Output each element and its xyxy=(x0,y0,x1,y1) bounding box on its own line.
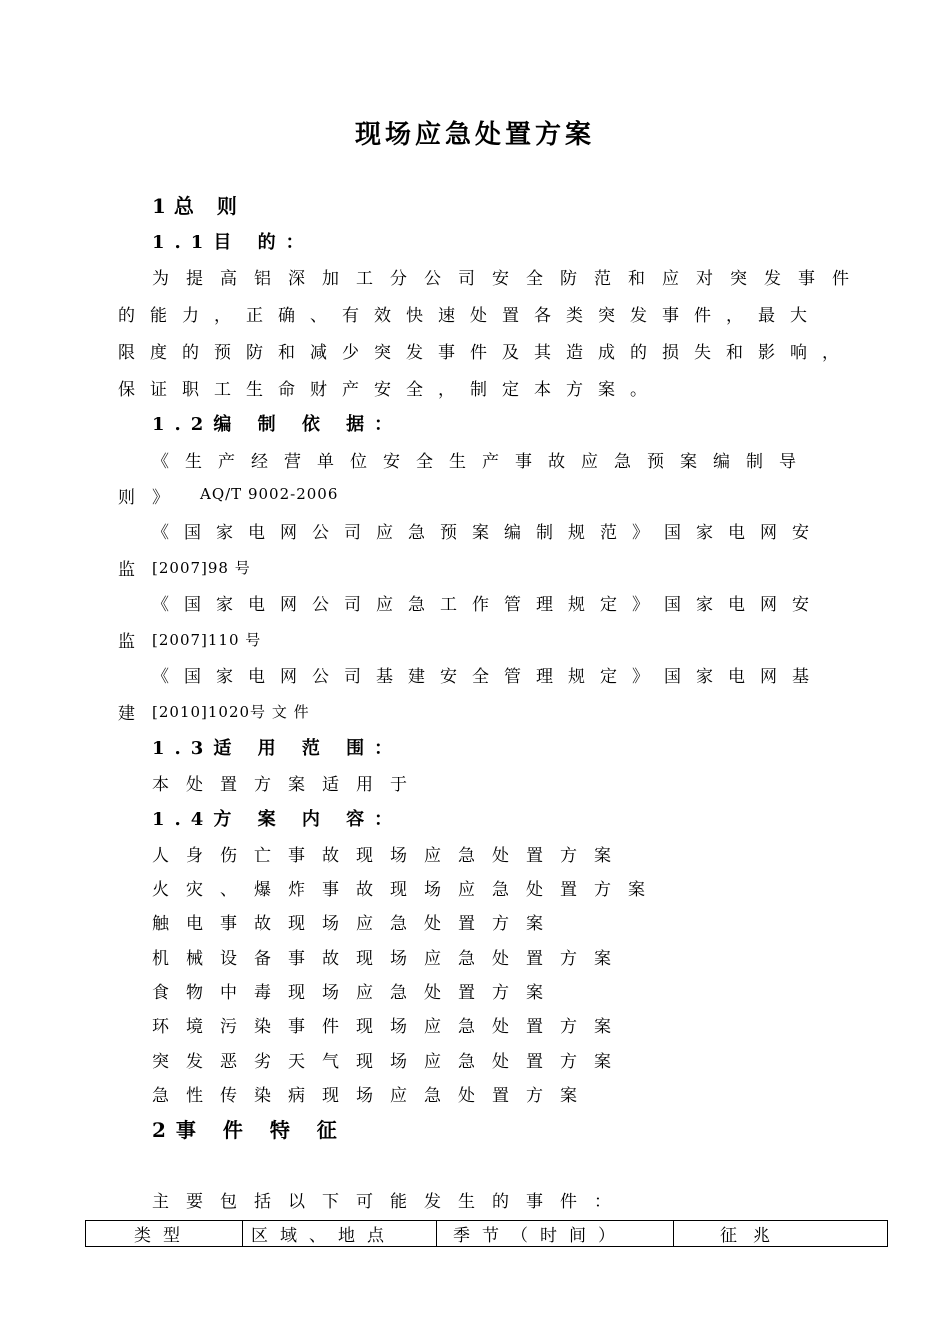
column-header-location: 区域、地点 xyxy=(243,1221,437,1247)
plan-item: 急性传染病现场应急处置方案 xyxy=(152,1086,594,1106)
plan-item: 食物中毒现场应急处置方案 xyxy=(152,983,560,1003)
reference-4-code: [2010]1020号 文 件 xyxy=(152,703,310,721)
scope-text: 本处置方案适用于 xyxy=(152,775,424,795)
column-header-season: 季节（时间） xyxy=(437,1221,674,1247)
section-1-3-heading: 1.3适 用 范 围： xyxy=(152,738,403,759)
events-intro: 主要包括以下可能发生的事件： xyxy=(152,1192,628,1212)
reference-2-tail: 监 xyxy=(118,560,152,580)
plan-item: 机械设备事故现场应急处置方案 xyxy=(152,949,628,969)
plan-item: 环境污染事件现场应急处置方案 xyxy=(152,1017,628,1037)
reference-1-title: 《生产经营单位安全生产事故应急预案编制导 xyxy=(152,452,812,472)
reference-3-title: 《国家电网公司应急工作管理规定》国家电网安 xyxy=(152,595,824,615)
table-header-row xyxy=(86,1221,888,1247)
purpose-line-2: 的能力，正确、有效快速处置各类突发事件，最大 xyxy=(118,306,822,326)
section-1-1-heading: 1.1目 的： xyxy=(152,232,314,253)
reference-1-tail: 则》 xyxy=(118,488,186,508)
plan-item: 火灾、爆炸事故现场应急处置方案 xyxy=(152,880,662,900)
section-1-heading: 1总 则 xyxy=(152,194,245,218)
section-2-heading: 2事 件 特 征 xyxy=(152,1118,347,1142)
reference-2-code: [2007]98 号 xyxy=(152,559,251,577)
purpose-line-1: 为提高铝深加工分公司安全防范和应对突发事件 xyxy=(152,269,866,289)
reference-4-tail: 建 xyxy=(118,704,152,724)
plan-item: 触电事故现场应急处置方案 xyxy=(152,914,560,934)
purpose-line-4: 保证职工生命财产安全，制定本方案。 xyxy=(118,380,662,400)
reference-3-code: [2007]110 号 xyxy=(152,631,262,649)
events-table xyxy=(85,1220,888,1247)
column-header-signs: 征兆 xyxy=(674,1221,888,1247)
reference-2-title: 《国家电网公司应急预案编制规范》国家电网安 xyxy=(152,523,824,543)
purpose-line-3: 限度的预防和减少突发事件及其造成的损失和影响， xyxy=(118,343,854,363)
document-title: 现场应急处置方案 xyxy=(354,120,595,150)
reference-3-tail: 监 xyxy=(118,632,152,652)
plan-item: 人身伤亡事故现场应急处置方案 xyxy=(152,846,628,866)
reference-4-title: 《国家电网公司基建安全管理规定》国家电网基 xyxy=(152,667,824,687)
column-header-type: 类型 xyxy=(86,1221,243,1247)
section-1-2-heading: 1.2编 制 依 据： xyxy=(152,414,403,435)
reference-1-code: AQ/T 9002-2006 xyxy=(200,485,339,503)
plan-item: 突发恶劣天气现场应急处置方案 xyxy=(152,1052,628,1072)
section-1-4-heading: 1.4方 案 内 容： xyxy=(152,809,403,830)
